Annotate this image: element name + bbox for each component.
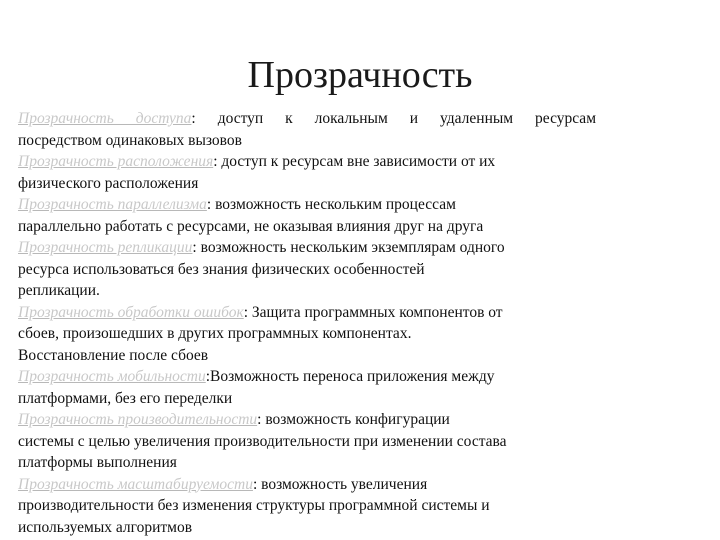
term-link[interactable]: Прозрачность расположения: [18, 153, 214, 170]
item-text: : возможность увеличения: [252, 475, 428, 493]
item-line: [18, 409, 596, 431]
item-line: посредством одинаковых вызовов: [18, 131, 242, 149]
list-item-replication: [18, 237, 596, 302]
item-line: платформы выполнения: [18, 454, 177, 471]
term-link[interactable]: Прозрачность масштабируемости: [18, 475, 253, 493]
item-line: репликации.: [18, 282, 100, 299]
item-text: : доступ к ресурсам вне зависимости от их: [213, 153, 496, 170]
item-line: [18, 366, 596, 388]
item-text: : возможность конфигурации: [257, 411, 450, 428]
item-text: : Защита программных компонентов от: [243, 303, 503, 321]
item-line: платформами, без его переделки: [18, 389, 233, 407]
term-link[interactable]: Прозрачность обработки ошибок: [18, 303, 244, 321]
item-line: [18, 194, 596, 216]
item-line: физического расположения: [18, 174, 199, 192]
list-item-location: [18, 151, 596, 194]
item-line: используемых алгоритмов: [18, 518, 193, 536]
item-line: [18, 237, 596, 259]
item-line: Восстановление после сбоев: [18, 346, 209, 364]
list-item-access: [18, 108, 596, 151]
term-link[interactable]: Прозрачность мобильности: [18, 368, 206, 385]
item-line: [18, 108, 596, 130]
term-link[interactable]: Прозрачность репликации: [18, 239, 193, 256]
item-line: [18, 302, 596, 324]
list-item-scalability: [18, 474, 596, 539]
item-text: : возможность нескольким процессам: [206, 196, 456, 213]
transparency-list: [18, 108, 596, 538]
list-item-performance: [18, 409, 596, 474]
item-line: параллельно работать с ресурсами, не оказывая влияния друг на друга: [18, 217, 484, 235]
item-line: производительности без изменения структуры программной системы и: [18, 497, 490, 514]
item-line: ресурса использоваться без знания физических особенностей: [18, 260, 425, 278]
term-link[interactable]: Прозрачность производительности: [18, 411, 258, 428]
item-line: [18, 474, 596, 496]
item-text: :Возможность переноса приложения между: [205, 368, 495, 385]
item-line: [18, 151, 596, 173]
list-item-fault-handling: [18, 302, 596, 367]
term-link[interactable]: Прозрачность доступа: [18, 110, 192, 127]
slide-title: Прозрачность: [247, 54, 473, 96]
item-line: системы с целью увеличения производительности при изменении состава: [18, 432, 507, 450]
list-item-mobility: [18, 366, 596, 409]
term-link[interactable]: Прозрачность параллелизма: [18, 196, 207, 213]
item-text: : доступ к локальным и удаленным ресурсам: [191, 110, 596, 127]
item-text: : возможность нескольким экземплярам одного: [192, 239, 505, 256]
item-line: сбоев, произошедших в других программных компонентах.: [18, 325, 412, 342]
list-item-concurrency: [18, 194, 596, 237]
